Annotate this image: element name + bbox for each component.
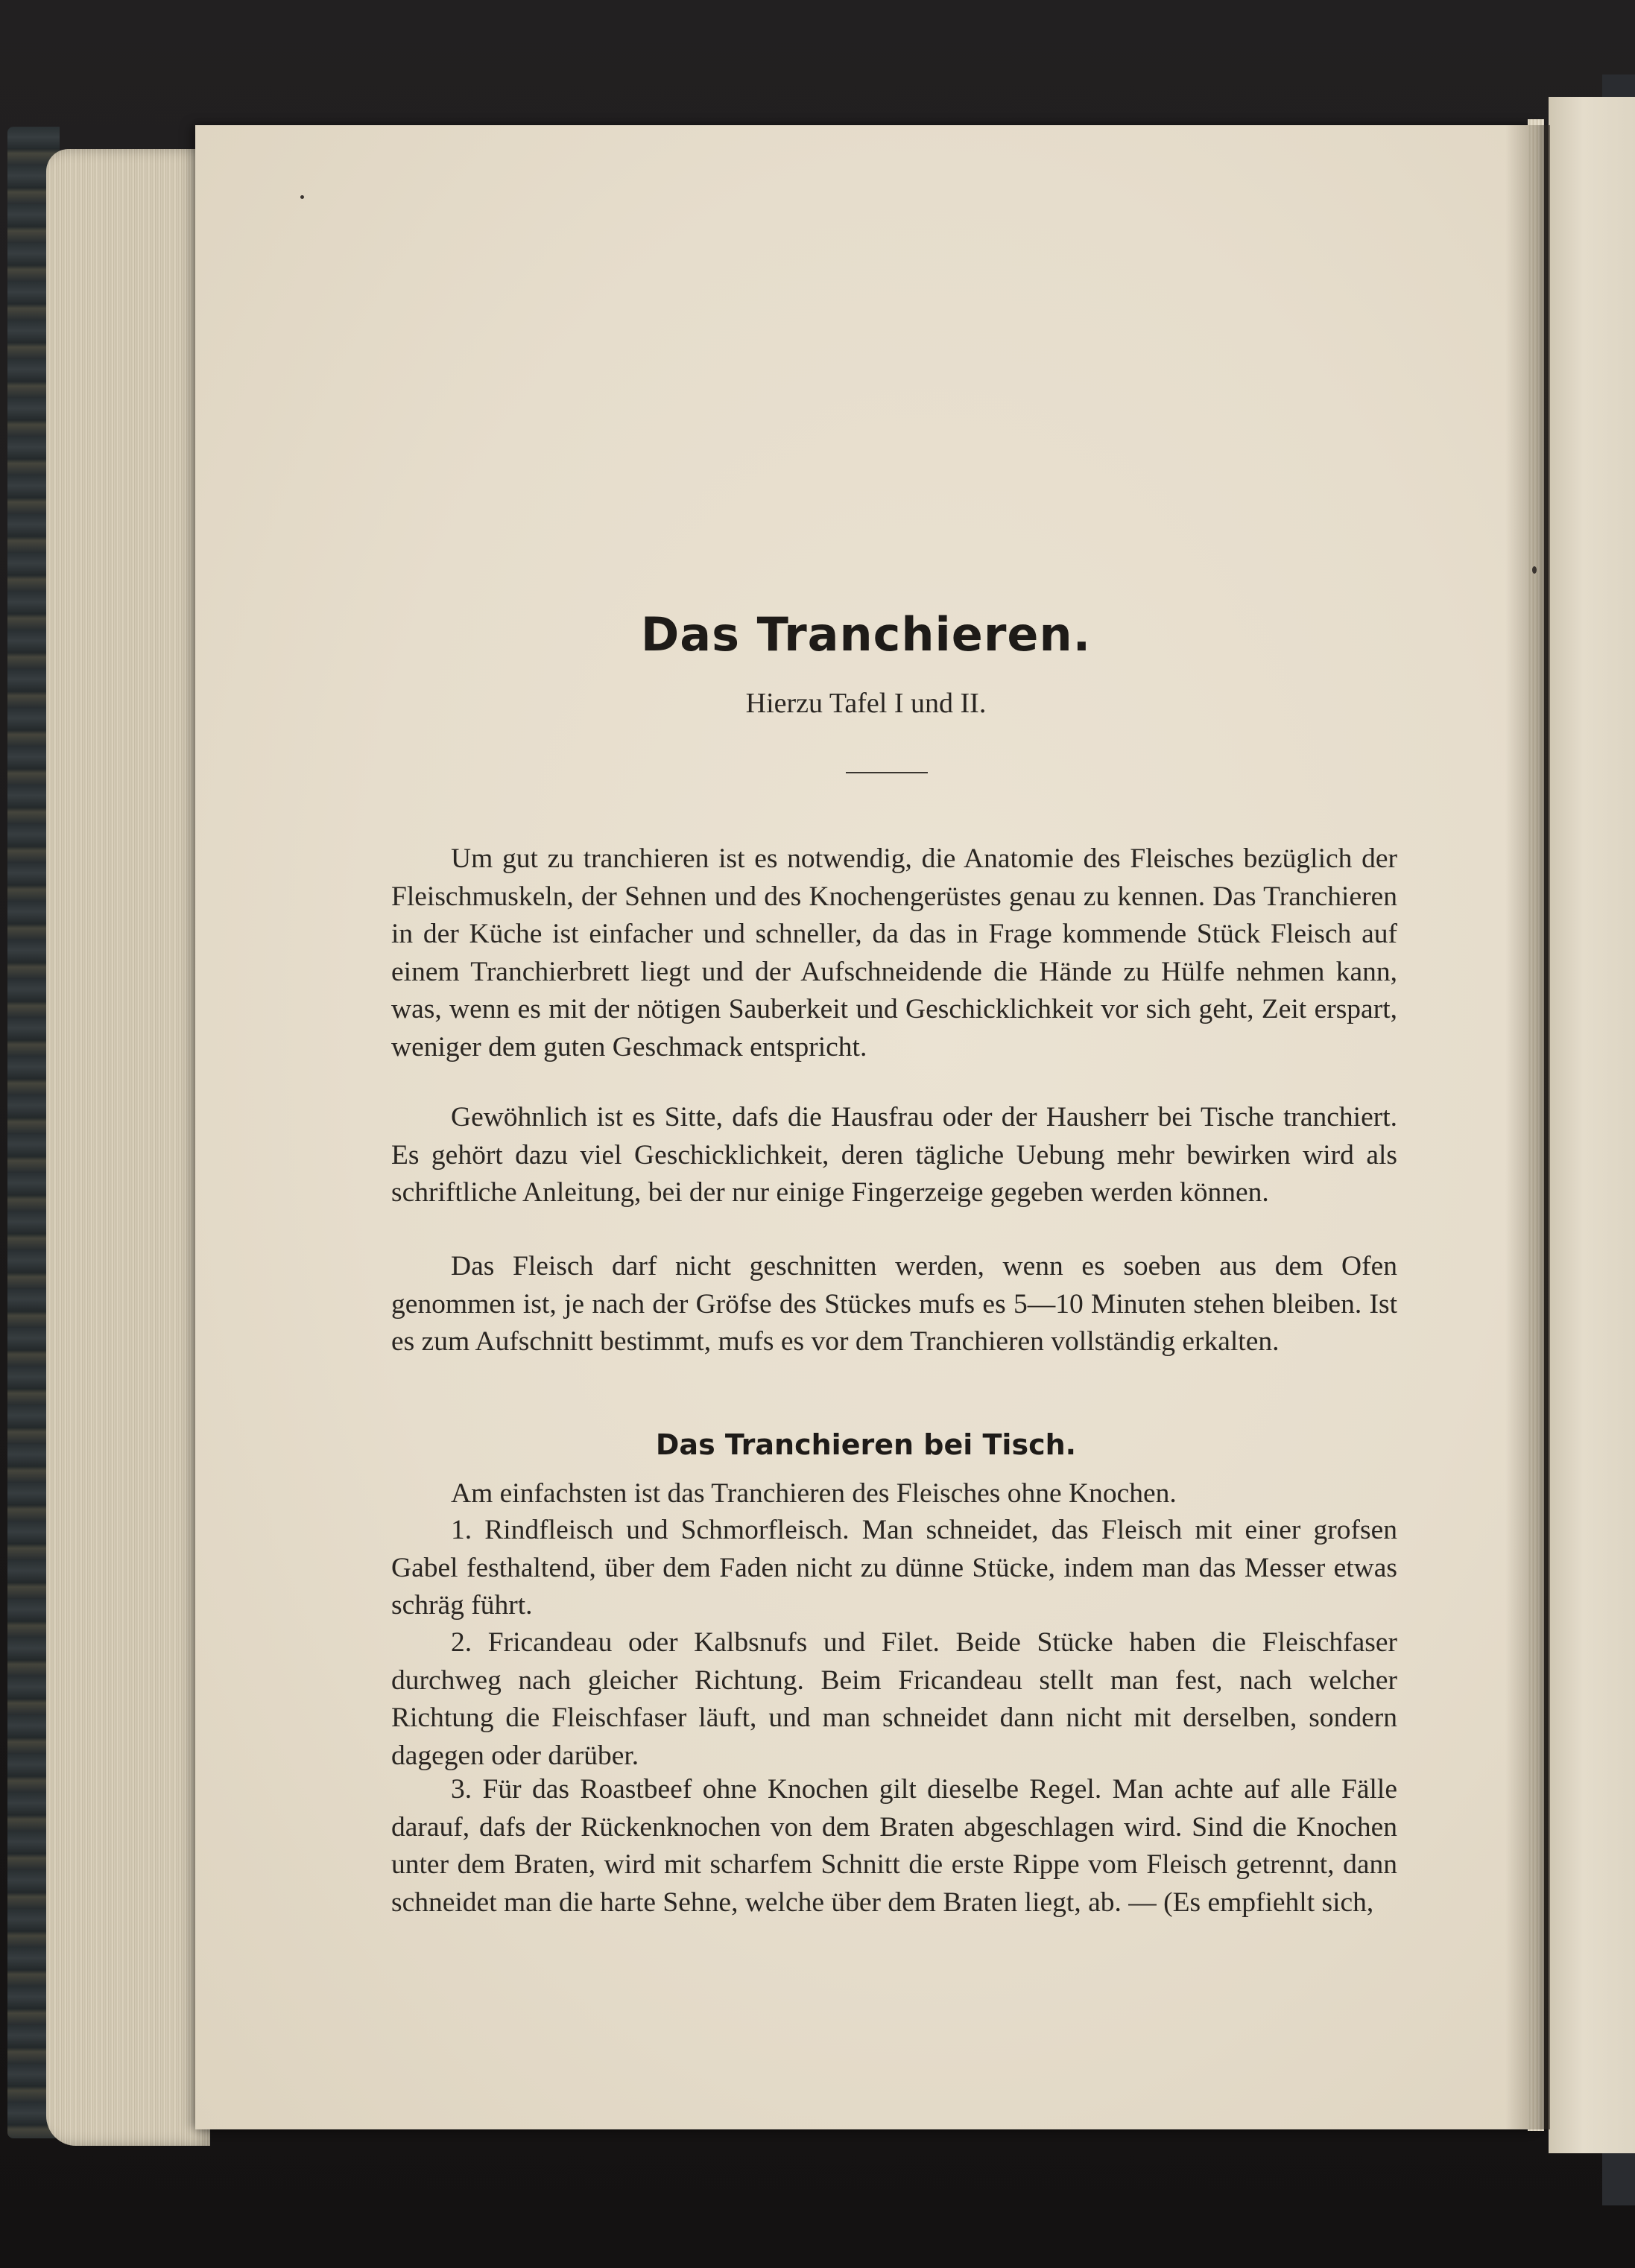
paragraph: 2. Fricandeau oder Kalbsnufs und Filet. Beide Stücke haben die Fleischfaser durchweg nach gleicher Richtung. Beim Fricandeau stellt man fest, nach welcher Richtung die Fleischfaser läuft, und man schneidet dann nicht mit derselben, sondern dagegen oder darüber. [391, 1627, 1397, 1771]
paragraph: Am einfachsten ist das Tranchieren des Fleisches ohne Knochen. [451, 1478, 1177, 1509]
page-edges-left [46, 149, 210, 2146]
page-subtitle: Hierzu Tafel I und II. [745, 688, 987, 719]
facing-page-edge [1549, 97, 1635, 2153]
paper-speck [1532, 566, 1537, 574]
paragraph: 3. Für das Roastbeef ohne Knochen gilt dieselbe Regel. Man achte auf alle Fälle darauf, dafs der Rückenknochen von dem Braten abgeschlagen wird. Sind die Knochen unter dem Braten, wird mit scharfem Schnitt die erste Rippe vom Fleisch getrennt, dann schneidet man die harte Sehne, welche über dem Braten liegt, ab. — (Es empfiehlt sich, [391, 1774, 1397, 1918]
title-divider [846, 772, 928, 773]
paragraph: Um gut zu tranchieren ist es notwendig, die Anatomie des Fleisches bezüglich der Fleischmuskeln, der Sehnen und des Knochengerüstes genau zu kennen. Das Tranchieren in der Küche ist einfacher und schneller, da das in Frage kommende Stück Fleisch auf einem Tranchierbrett liegt und der Aufschneidende die Hände zu Hülfe nehmen kann, was, wenn es mit der nötigen Sauberkeit und Geschicklichkeit vor sich geht, Zeit erspart, weniger dem guten Geschmack entspricht. [391, 843, 1397, 1062]
section-heading: Das Tranchieren bei Tisch. [655, 1428, 1077, 1461]
gutter-shadow [1505, 125, 1550, 2129]
paragraph: 1. Rindfleisch und Schmorfleisch. Man schneidet, das Fleisch mit einer grofsen Gabel festhaltend, über dem Faden nicht zu dünne Stücke, indem man das Messer etwas schräg führt. [391, 1515, 1397, 1621]
paragraph: Das Fleisch darf nicht geschnitten werden, wenn es soeben aus dem Ofen genommen ist, je nach der Gröfse des Stückes mufs es 5—10 Minuten stehen bleiben. Ist es zum Aufschnitt bestimmt, mufs es vor dem Tranchieren vollständig erkalten. [391, 1251, 1397, 1357]
page-title: Das Tranchieren. [640, 607, 1092, 662]
paragraph: Gewöhnlich ist es Sitte, dafs die Hausfrau oder der Hausherr bei Tische tranchiert. Es gehört dazu viel Geschicklichkeit, deren tägliche Uebung mehr bewirken wird als schriftliche Anleitung, bei der nur einige Fingerzeige gegeben werden können. [391, 1102, 1397, 1208]
paper-speck [300, 195, 304, 199]
